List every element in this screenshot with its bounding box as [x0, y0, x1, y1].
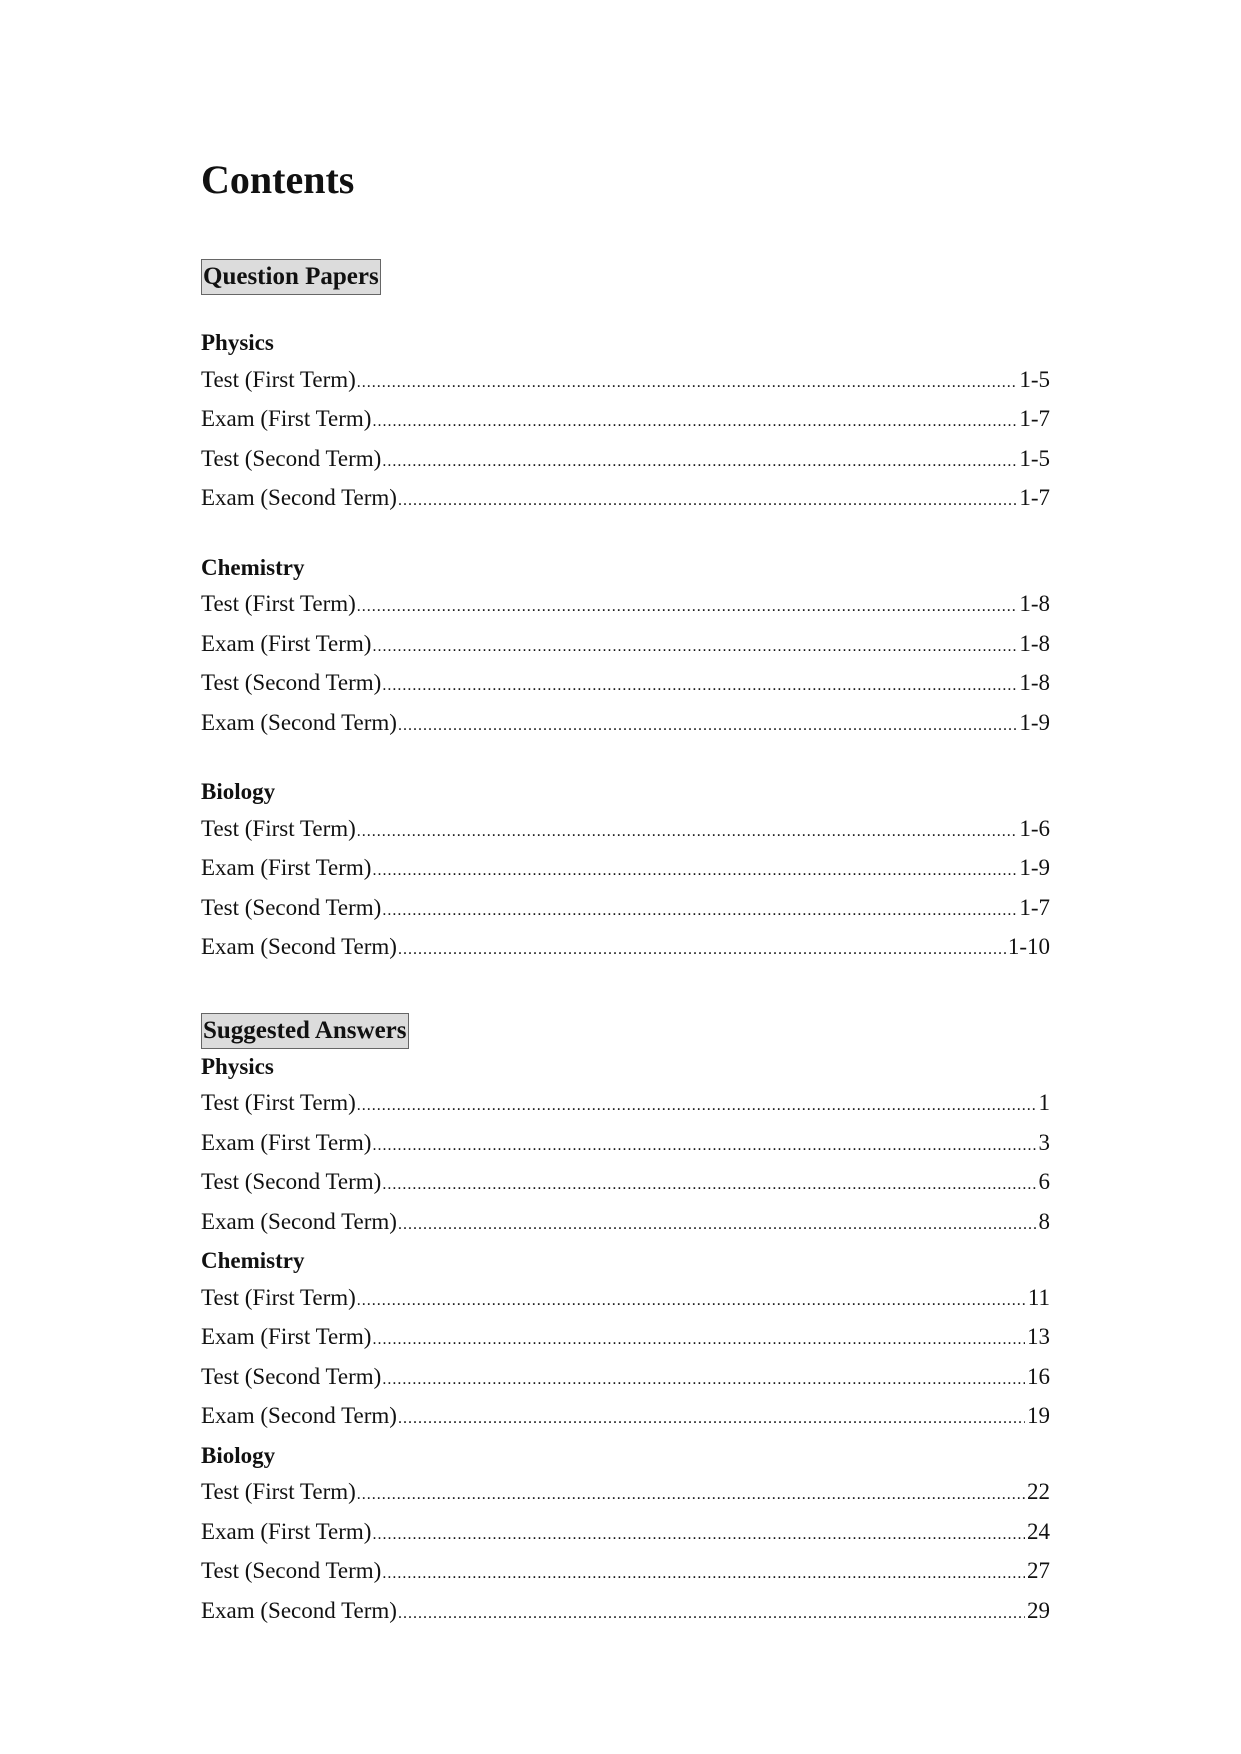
dot-leader	[357, 814, 1018, 851]
entry-page-number: 27	[1027, 1558, 1050, 1583]
dot-leader	[357, 1477, 1025, 1514]
toc-section	[201, 210, 1050, 969]
entry-page-number: 1-5	[1019, 445, 1050, 471]
entry-label: Exam (First Term)	[201, 406, 372, 431]
entry-page-number: 1-8	[1019, 591, 1050, 616]
dot-leader	[398, 483, 1017, 520]
toc-entry[interactable]	[201, 1085, 1050, 1125]
entry-page-number: 11	[1027, 1284, 1050, 1310]
toc-entry[interactable]	[201, 890, 1050, 930]
entry-label: Exam (Second Term)	[201, 934, 397, 959]
entry-label: Exam (First Term)	[201, 1518, 372, 1544]
entry-label: Test (First Term)	[201, 1284, 356, 1310]
entry-label: Exam (First Term)	[201, 855, 372, 880]
subject-group	[201, 1049, 1050, 1244]
dot-leader	[398, 708, 1017, 745]
subject-group	[201, 774, 1050, 969]
entry-page-number: 1-7	[1019, 406, 1050, 431]
entry-label: Test (Second Term)	[201, 445, 382, 471]
entry-page-number: 1-5	[1019, 366, 1050, 392]
toc-entry[interactable]	[201, 441, 1050, 481]
toc-entry[interactable]	[201, 1125, 1050, 1165]
toc-entry[interactable]	[201, 586, 1050, 626]
toc-entry[interactable]	[201, 1398, 1050, 1438]
toc-entry[interactable]	[201, 1514, 1050, 1554]
dot-leader	[372, 404, 1017, 441]
toc-entry[interactable]	[201, 1280, 1050, 1320]
dot-leader	[398, 1207, 1037, 1244]
entry-label: Test (First Term)	[201, 1479, 356, 1504]
entry-label: Test (Second Term)	[201, 1169, 382, 1194]
toc-entry[interactable]	[201, 929, 1050, 969]
dot-leader	[382, 893, 1017, 930]
subject-group	[201, 325, 1050, 520]
dot-leader	[372, 1517, 1025, 1554]
entry-label: Exam (Second Term)	[201, 485, 397, 510]
toc-entry[interactable]	[201, 1164, 1050, 1204]
entry-label: Test (Second Term)	[201, 670, 382, 695]
section-heading: Suggested Answers	[201, 1013, 409, 1049]
dot-leader	[382, 1556, 1025, 1593]
toc-entry[interactable]	[201, 1474, 1050, 1514]
entry-page-number: 19	[1027, 1403, 1050, 1428]
entry-page-number: 1-8	[1019, 630, 1050, 656]
contents-page	[201, 150, 1050, 1632]
entry-page-number: 8	[1038, 1208, 1050, 1234]
dot-leader	[372, 1128, 1036, 1165]
entry-label: Exam (First Term)	[201, 1324, 372, 1349]
entry-page-number: 3	[1038, 1129, 1050, 1155]
toc-entry[interactable]	[201, 665, 1050, 705]
dot-leader	[382, 1362, 1025, 1399]
entry-page-number: 1-9	[1019, 855, 1050, 880]
entry-page-number: 24	[1027, 1518, 1050, 1544]
toc-entry[interactable]	[201, 480, 1050, 520]
entry-label: Test (First Term)	[201, 591, 356, 616]
subject-group	[201, 1243, 1050, 1438]
toc-entry[interactable]	[201, 850, 1050, 890]
toc-entry[interactable]	[201, 362, 1050, 402]
entry-label: Exam (Second Term)	[201, 709, 397, 735]
entry-label: Test (Second Term)	[201, 894, 382, 920]
dot-leader	[398, 932, 1006, 969]
entry-page-number: 22	[1027, 1479, 1050, 1504]
dot-leader	[398, 1596, 1025, 1633]
entry-label: Exam (Second Term)	[201, 1403, 397, 1428]
entry-page-number: 13	[1027, 1324, 1050, 1349]
entry-page-number: 29	[1027, 1597, 1050, 1623]
dot-leader	[372, 629, 1017, 666]
toc-section	[201, 969, 1050, 1633]
page-title: Contents	[201, 157, 355, 202]
entry-label: Exam (Second Term)	[201, 1208, 397, 1234]
entry-label: Exam (Second Term)	[201, 1597, 397, 1623]
entry-label: Exam (First Term)	[201, 630, 372, 656]
toc-entry[interactable]	[201, 1593, 1050, 1633]
section-heading: Question Papers	[201, 259, 381, 295]
toc-sections	[201, 210, 1050, 1632]
entry-page-number: 6	[1038, 1169, 1050, 1194]
subject-heading: Biology	[201, 779, 276, 804]
entry-page-number: 1-8	[1019, 670, 1050, 695]
toc-entry[interactable]	[201, 401, 1050, 441]
subject-heading: Physics	[201, 330, 274, 355]
subject-group	[201, 1438, 1050, 1633]
entry-page-number: 1-6	[1019, 815, 1050, 841]
dot-leader	[372, 1322, 1025, 1359]
entry-label: Exam (First Term)	[201, 1129, 372, 1155]
dot-leader	[357, 365, 1018, 402]
dot-leader	[357, 1088, 1037, 1125]
entry-page-number: 1-7	[1019, 485, 1050, 510]
dot-leader	[382, 444, 1017, 481]
toc-entry[interactable]	[201, 1204, 1050, 1244]
dot-leader	[398, 1401, 1025, 1438]
toc-entry[interactable]	[201, 626, 1050, 666]
dot-leader	[357, 1283, 1026, 1320]
entry-page-number: 1	[1038, 1090, 1050, 1115]
subject-heading: Biology	[201, 1442, 276, 1468]
entry-page-number: 1-7	[1019, 894, 1050, 920]
entry-label: Test (First Term)	[201, 1090, 356, 1115]
toc-entry[interactable]	[201, 1359, 1050, 1399]
dot-leader	[382, 668, 1017, 705]
toc-entry[interactable]	[201, 811, 1050, 851]
entry-label: Test (Second Term)	[201, 1363, 382, 1389]
entry-label: Test (First Term)	[201, 366, 356, 392]
entry-page-number: 1-10	[1007, 934, 1050, 959]
subject-heading: Physics	[201, 1053, 274, 1079]
dot-leader	[382, 1167, 1036, 1204]
entry-label: Test (Second Term)	[201, 1558, 382, 1583]
subject-heading: Chemistry	[201, 1248, 305, 1273]
toc-entry[interactable]	[201, 1319, 1050, 1359]
dot-leader	[372, 853, 1017, 890]
entry-label: Test (First Term)	[201, 815, 356, 841]
toc-entry[interactable]	[201, 1553, 1050, 1593]
subject-group	[201, 550, 1050, 745]
toc-entry[interactable]	[201, 705, 1050, 745]
subject-heading: Chemistry	[201, 554, 305, 580]
entry-page-number: 1-9	[1019, 709, 1050, 735]
entry-page-number: 16	[1027, 1363, 1050, 1389]
dot-leader	[357, 589, 1018, 626]
